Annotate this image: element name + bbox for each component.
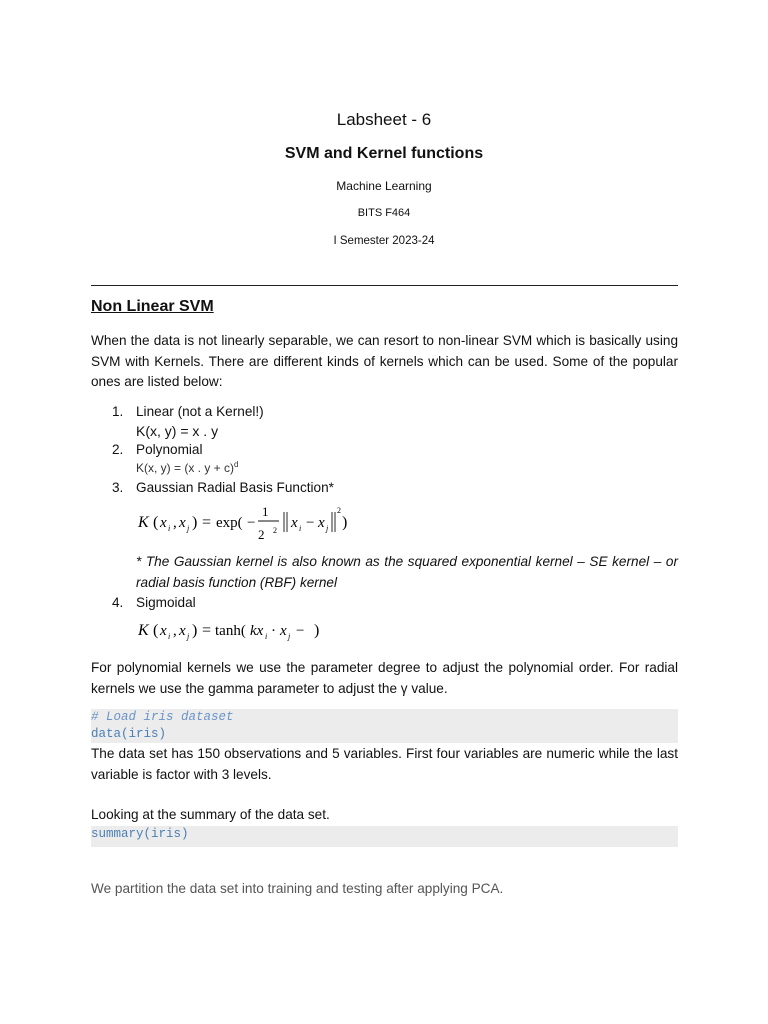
list-item: 4. Sigmoidal: [112, 595, 196, 610]
svg-text:): ): [192, 514, 198, 531]
course-name: Machine Learning: [336, 179, 432, 193]
svg-text:j: j: [326, 524, 329, 533]
partition-paragraph: We partition the data set into training and testing after applying PCA.: [91, 881, 504, 896]
parameter-paragraph: For polynomial kernels we use the parameter degree to adjust the polynomial order. For radial kernels we use the gamma parameter to adjust the γ value.: [91, 660, 678, 696]
svg-text:kx: kx: [250, 623, 264, 639]
svg-text:,: ,: [173, 623, 177, 639]
code-block-summary: [91, 826, 678, 847]
svg-text:−: −: [247, 515, 256, 531]
semester: I Semester 2023-24: [333, 235, 435, 247]
labsheet-title: Labsheet - 6: [336, 110, 432, 129]
code-comment: # Load iris dataset: [91, 710, 234, 724]
section-heading: Non Linear SVM: [91, 298, 214, 315]
svg-text:2: 2: [273, 526, 277, 535]
svg-text:i: i: [168, 632, 171, 641]
svg-text:i: i: [168, 524, 171, 533]
svg-text:x: x: [179, 623, 186, 639]
svg-text:2: 2: [258, 527, 265, 542]
svg-text:tanh(: tanh(: [215, 623, 246, 639]
svg-text:j: j: [288, 632, 291, 641]
svg-text:x: x: [318, 515, 325, 531]
linear-kernel-formula: K(x, y) = x . y: [136, 423, 219, 439]
svg-text:): ): [342, 514, 348, 531]
svg-text:−: −: [306, 515, 315, 531]
svg-text:i: i: [265, 632, 268, 641]
list-item: 1. Linear (not a Kernel!): [112, 404, 264, 419]
intro-paragraph: When the data is not linearly separable, we can resort to non-linear SVM which is basically using SVM with Kernels. There are different kinds of kernels which can be used. Some of the popular ones are listed below:: [91, 333, 678, 389]
gaussian-note: * The Gaussian kernel is also known as the squared exponential kernel – SE kernel – or radial basis function (RBF) kernel: [136, 554, 678, 590]
svg-text:x: x: [291, 515, 298, 531]
svg-text:j: j: [187, 524, 190, 533]
svg-text:x: x: [179, 515, 186, 531]
svg-text:1: 1: [262, 504, 269, 519]
svg-text:(: (: [153, 514, 159, 531]
svg-text:): ): [192, 622, 198, 639]
svg-text:,: ,: [173, 515, 177, 531]
list-item: 3. Gaussian Radial Basis Function*: [112, 480, 334, 495]
summary-intro: Looking at the summary of the data set.: [91, 807, 330, 822]
svg-text:i: i: [299, 524, 302, 533]
svg-text:=: =: [202, 514, 212, 531]
code-block-load: [91, 709, 678, 743]
dataset-paragraph: The data set has 150 observations and 5 variables. First four variables are numeric while the last variable is factor with 3 levels.: [91, 746, 678, 782]
labsheet-subtitle: SVM and Kernel functions: [284, 145, 484, 162]
svg-text:2: 2: [337, 506, 341, 515]
svg-text:exp(: exp(: [216, 515, 243, 531]
list-item: 2. Polynomial: [112, 442, 203, 457]
svg-text:K: K: [138, 622, 149, 639]
polynomial-kernel-formula: K(x, y) = (x . y + c)$^d$: [136, 460, 239, 475]
svg-text:=: =: [202, 622, 212, 639]
svg-text:(: (: [153, 622, 159, 639]
code-line: summary(iris): [91, 827, 189, 841]
sigmoidal-kernel-formula: [136, 614, 336, 646]
gaussian-kernel-formula: [136, 500, 366, 544]
svg-text:K: K: [138, 514, 149, 531]
svg-text:x: x: [160, 623, 167, 639]
code-line: data(iris): [91, 727, 167, 741]
divider: [91, 285, 678, 286]
svg-text:): ): [314, 622, 320, 639]
svg-text:x: x: [280, 623, 287, 639]
svg-text:j: j: [187, 632, 190, 641]
svg-text:−: −: [296, 623, 305, 639]
course-code: BITS F464: [357, 207, 411, 219]
svg-text:x: x: [160, 515, 167, 531]
svg-text:·: ·: [271, 623, 276, 639]
